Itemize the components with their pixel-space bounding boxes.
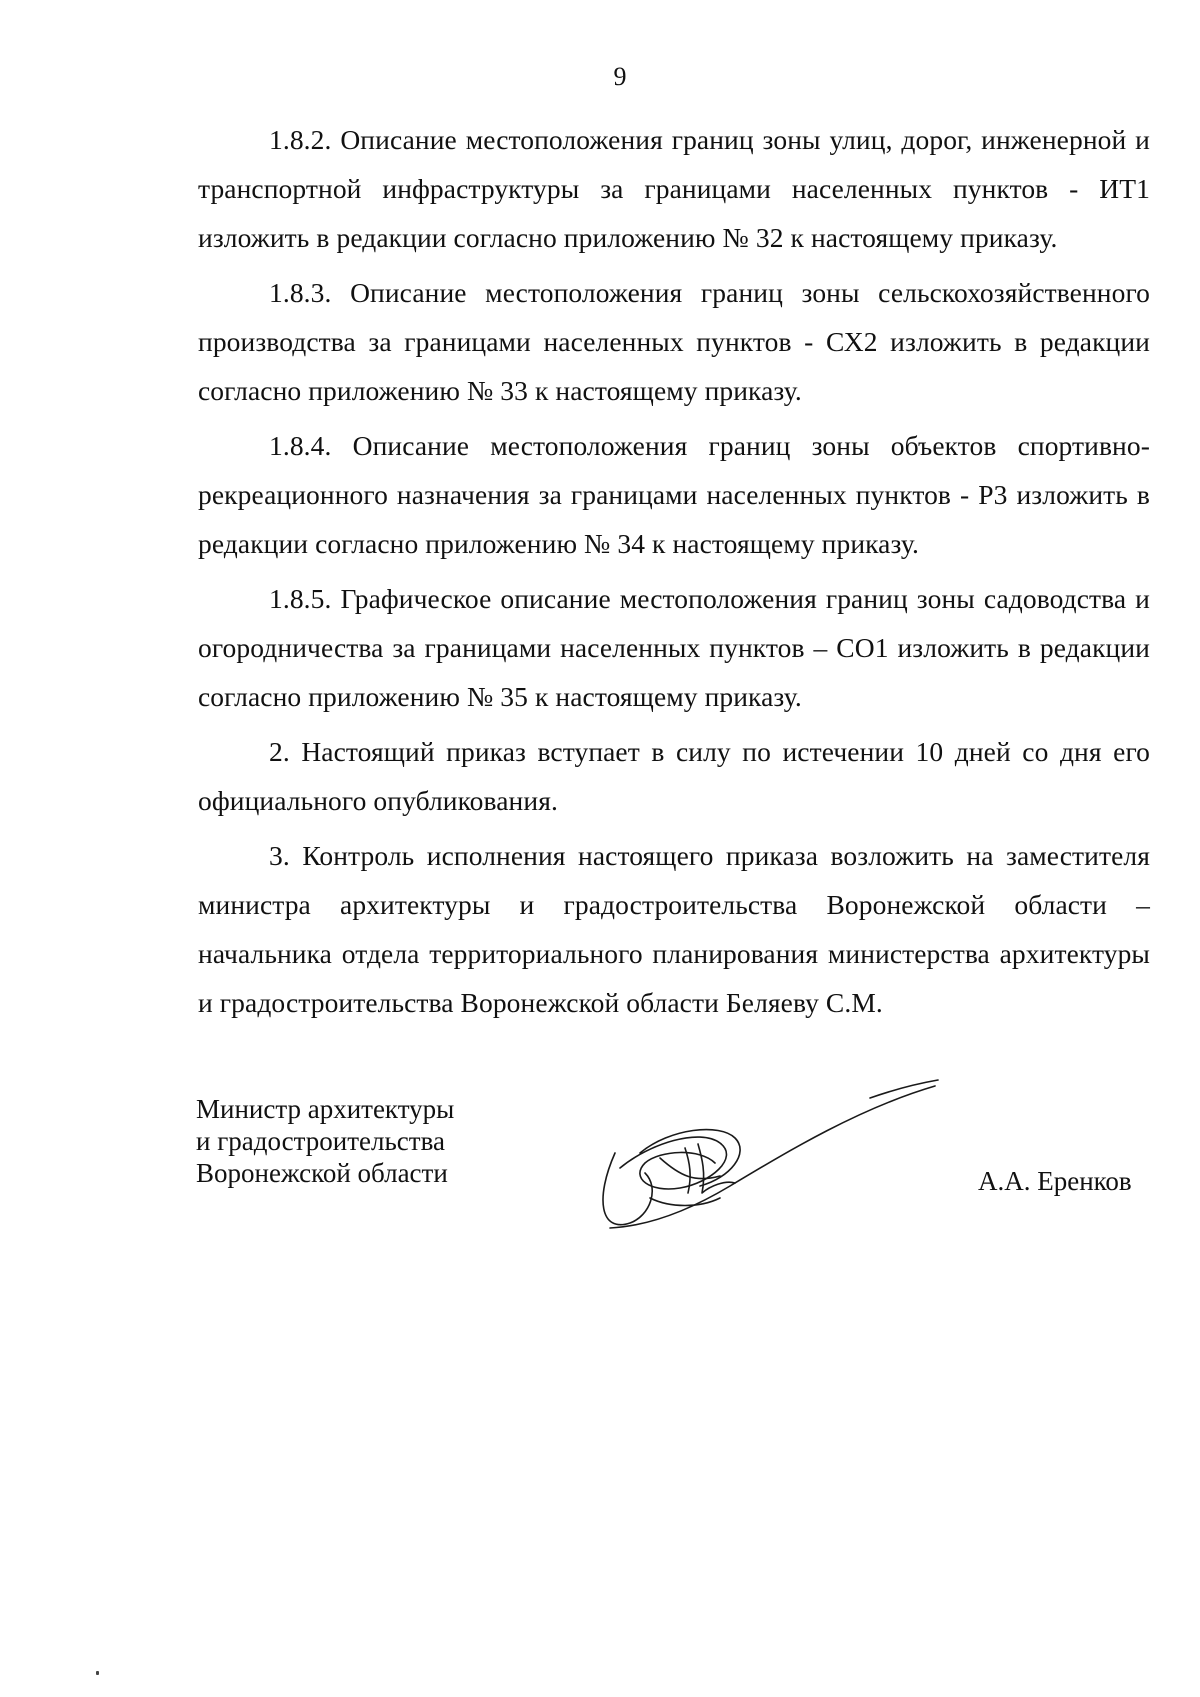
- paragraph-1-8-2: 1.8.2. Описание местоположения границ зоны улиц, дорог, инженерной и транспортной инфраструктуры за границами населенных пунктов - ИТ1 изложить в редакции согласно приложению № 32 к настоящему приказу.: [198, 124, 1150, 253]
- paragraph-2: 2. Настоящий приказ вступает в силу по истечении 10 дней со дня его официального опубликования.: [198, 736, 1150, 816]
- page-number: 9: [613, 62, 627, 91]
- paragraph-1-8-4: 1.8.4. Описание местоположения границ зоны объектов спортивно-рекреационного назначения за границами населенных пунктов - Р3 изложить в редакции согласно приложению № 34 к настоящему приказу.: [198, 430, 1150, 559]
- paragraph-1-8-3: 1.8.3. Описание местоположения границ зоны сельскохозяйственного производства за границами населенных пунктов - СХ2 изложить в редакции согласно приложению № 33 к настоящему приказу.: [198, 277, 1150, 406]
- document-body: [198, 115, 1150, 1033]
- paragraph-1-8-5: 1.8.5. Графическое описание местоположения границ зоны садоводства и огородничества за границами населенных пунктов – СО1 изложить в редакции согласно приложению № 35 к настоящему приказу.: [198, 583, 1150, 712]
- paragraph-3: 3. Контроль исполнения настоящего приказа возложить на заместителя министра архитектуры и градостроительства Воронежской области – начальника отдела территориального планирования министерства архитектуры и градостроительства Воронежской области Беляеву С.М.: [198, 840, 1150, 1018]
- signatory-title-line: Министр архитектуры: [196, 1094, 455, 1124]
- signatory-name: А.А. Еренков: [978, 1166, 1132, 1196]
- signatory-title: [196, 1093, 454, 1189]
- handwritten-signature: [590, 1058, 950, 1248]
- signatory-title-line: и градостроительства: [196, 1126, 445, 1156]
- scan-speck: [96, 1671, 99, 1675]
- signatory-title-line: Воронежской области: [196, 1158, 448, 1188]
